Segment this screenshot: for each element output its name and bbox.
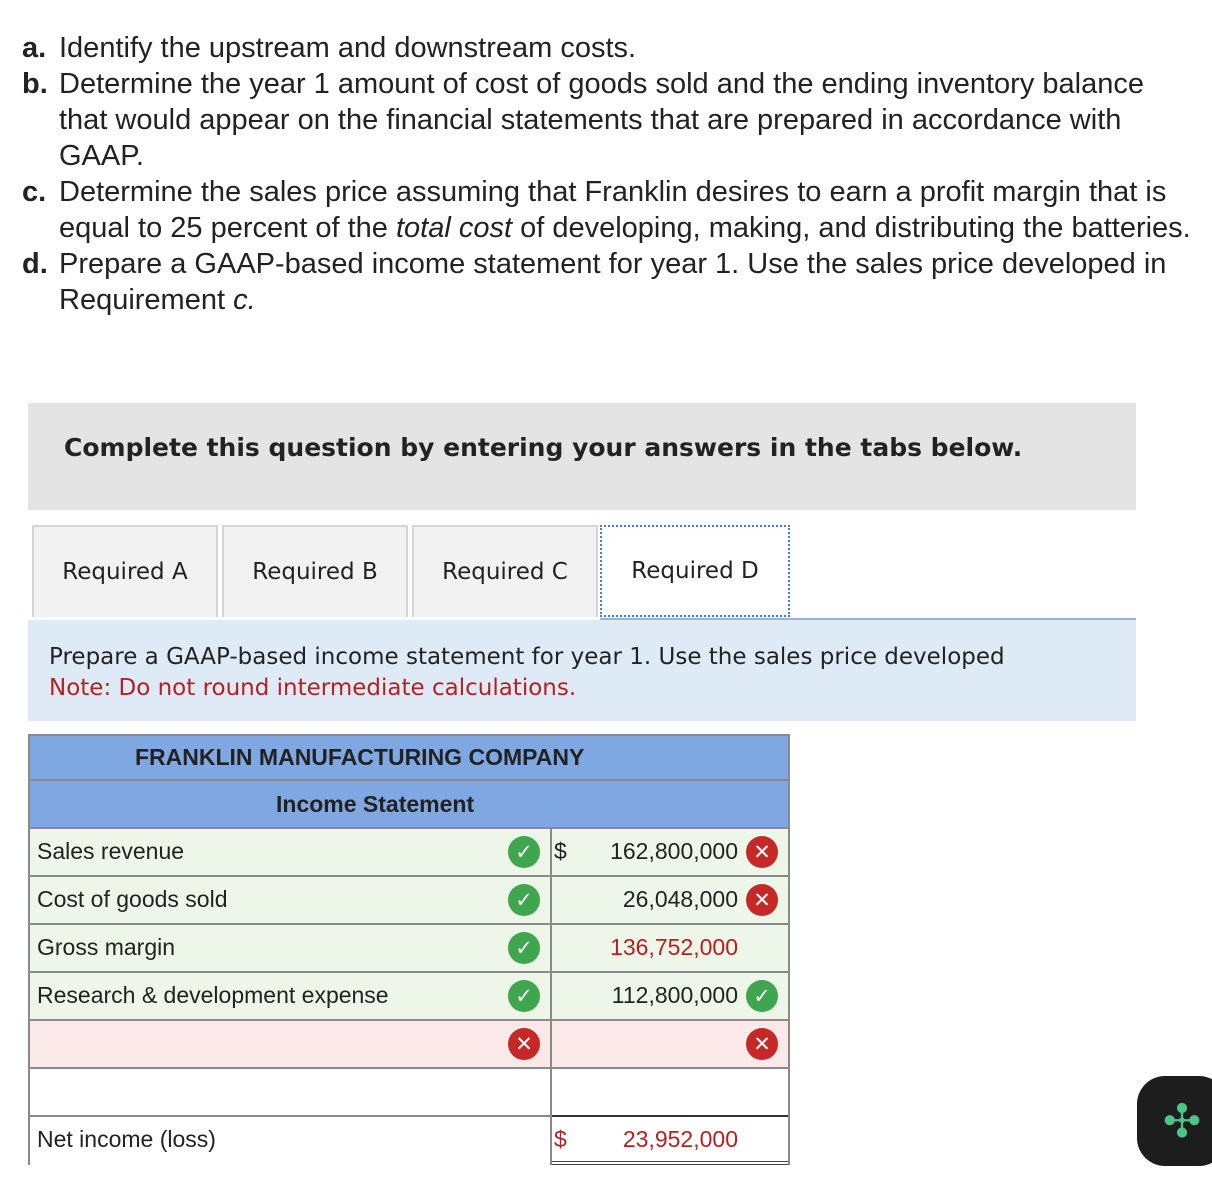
net-income-label: Net income (loss) bbox=[37, 1126, 216, 1152]
table-row bbox=[28, 877, 790, 925]
requirement-a bbox=[22, 30, 1192, 66]
requirement-letter: d. bbox=[22, 248, 48, 280]
income-statement-table bbox=[28, 734, 790, 1165]
dollar-sign: $ bbox=[554, 1126, 567, 1152]
x-icon: ✕ bbox=[508, 1028, 540, 1060]
row-label-dropdown[interactable]: Cost of goods sold bbox=[37, 886, 228, 912]
tab-required-b[interactable]: Required B bbox=[222, 525, 408, 617]
amount-input[interactable]: 112,800,000 bbox=[611, 982, 738, 1008]
requirement-b bbox=[22, 66, 1192, 174]
requirement-letter: b. bbox=[22, 68, 48, 100]
check-icon: ✓ bbox=[508, 836, 540, 868]
statement-title: Income Statement bbox=[28, 781, 790, 829]
amount-input[interactable]: 26,048,000 bbox=[622, 886, 738, 912]
table-row bbox=[28, 973, 790, 1021]
requirement-c bbox=[22, 174, 1192, 246]
instructions-banner bbox=[28, 403, 1136, 510]
instruction-text: Prepare a GAAP-based income statement for year 1. Use the sales price developed bbox=[49, 644, 1005, 670]
x-icon: ✕ bbox=[746, 836, 778, 868]
requirement-d bbox=[22, 246, 1192, 318]
instruction-note: Note: Do not round intermediate calculations. bbox=[49, 675, 577, 701]
column-divider bbox=[550, 1069, 552, 1115]
check-icon: ✓ bbox=[746, 980, 778, 1012]
requirement-text bbox=[59, 174, 1192, 246]
table-row bbox=[28, 829, 790, 877]
net-income-row bbox=[28, 1117, 790, 1165]
tab-required-d[interactable]: Required D bbox=[600, 525, 790, 617]
tab-required-a[interactable]: Required A bbox=[32, 525, 218, 617]
requirement-text: Identify the upstream and downstream costs. bbox=[59, 32, 637, 64]
requirement-text bbox=[59, 246, 1192, 318]
computed-amount: 136,752,000 bbox=[610, 934, 738, 960]
requirement-text-part: of developing, making, and distributing the batteries. bbox=[512, 212, 1191, 244]
row-label-dropdown[interactable]: Gross margin bbox=[37, 934, 176, 960]
instruction-panel bbox=[28, 620, 1136, 721]
requirement-tabs bbox=[0, 520, 1212, 620]
amount-input[interactable]: 162,800,000 bbox=[610, 838, 738, 864]
company-name: FRANKLIN MANUFACTURING COMPANY bbox=[28, 734, 790, 781]
column-divider bbox=[550, 829, 552, 875]
table-row bbox=[28, 925, 790, 973]
row-label-dropdown[interactable]: Research & development expense bbox=[37, 982, 389, 1008]
check-icon: ✓ bbox=[508, 980, 540, 1012]
check-icon: ✓ bbox=[508, 884, 540, 916]
requirement-letter: a. bbox=[22, 32, 47, 64]
dollar-sign: $ bbox=[554, 838, 567, 864]
column-divider bbox=[550, 1021, 552, 1067]
row-label-dropdown[interactable]: Sales revenue bbox=[37, 838, 185, 864]
column-divider bbox=[550, 925, 552, 971]
requirement-text-italic: total cost bbox=[395, 212, 513, 244]
tab-required-c[interactable]: Required C bbox=[412, 525, 598, 617]
banner-text: Complete this question by entering your answers in the tabs below. bbox=[64, 433, 1023, 462]
requirement-letter: c. bbox=[22, 176, 47, 208]
column-divider bbox=[550, 973, 552, 1019]
x-icon: ✕ bbox=[746, 1028, 778, 1060]
table-row bbox=[28, 1069, 790, 1117]
requirements-list bbox=[22, 30, 1192, 318]
requirement-text-italic: c. bbox=[233, 284, 256, 316]
requirement-text: Determine the year 1 amount of cost of goods sold and the ending inventory balance that would appear on the financial statements that are prepared in accordance with GAAP. bbox=[59, 68, 1144, 172]
requirement-text-part: Prepare a GAAP-based income statement for year 1. Use the sales price developed in Requirement bbox=[59, 248, 1167, 316]
assistant-logo-icon[interactable]: ✣ bbox=[1137, 1076, 1212, 1166]
x-icon: ✕ bbox=[746, 884, 778, 916]
column-divider bbox=[550, 877, 552, 923]
check-icon: ✓ bbox=[508, 932, 540, 964]
table-row bbox=[28, 1021, 790, 1069]
net-income-amount: 23,952,000 bbox=[622, 1126, 738, 1152]
requirement-text-part: Determine the sales price assuming that Franklin desires to earn a profit margin that is equal to 25 percent of the bbox=[59, 176, 1167, 244]
